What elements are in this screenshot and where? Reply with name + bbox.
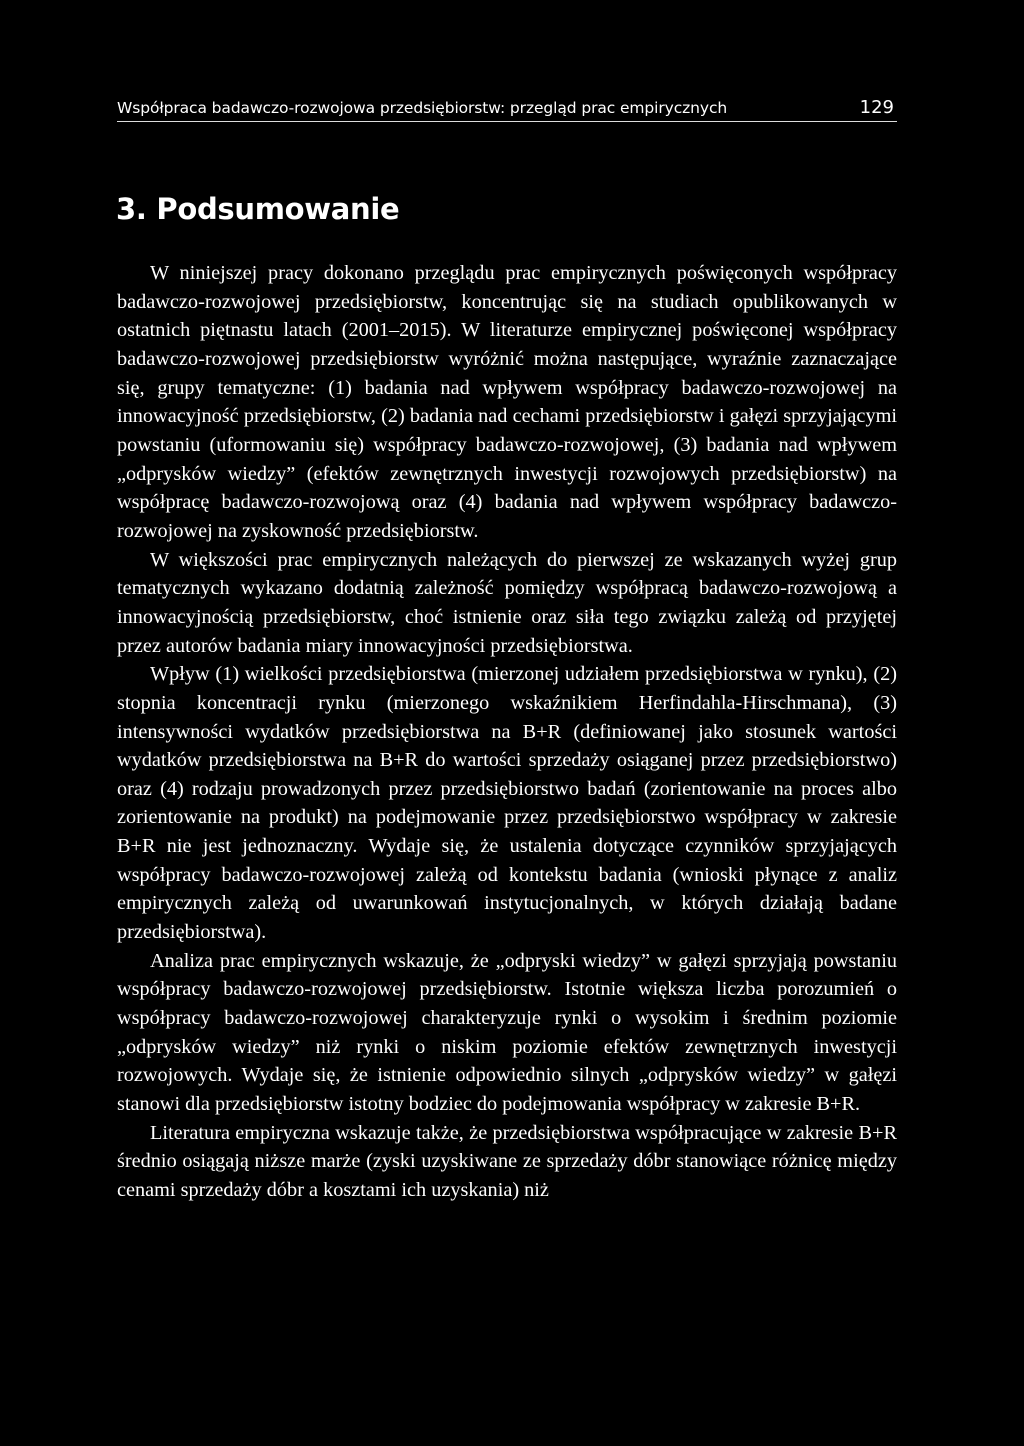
running-header (117, 98, 897, 122)
running-title: Współpraca badawczo-rozwojowa przedsiębiorstw: przegląd prac empirycznych (117, 99, 728, 117)
body-text (117, 259, 897, 1205)
paragraph: Analiza prac empirycznych wskazuje, że „odpryski wiedzy” w gałęzi sprzyjają powstaniu współpracy badawczo-rozwojowej przedsiębiorstw. Istotnie większa liczba porozumień o współpracy badawczo-rozwojowej charakteryzuje rynki o wysokim i średnim poziomie „odprysków wiedzy” niż rynki o niskim poziomie efektów zewnętrznych inwestycji rozwojowych. Wydaje się, że istnienie odpowiednio silnych „odprysków wiedzy” w gałęzi stanowi dla przedsiębiorstw istotny bodziec do podejmowania współpracy w zakresie B+R. (117, 949, 897, 1116)
paragraph: Wpływ (1) wielkości przedsiębiorstwa (mierzonej udziałem przedsiębiorstwa w rynku), (2) stopnia koncentracji rynku (mierzonego wskaźnikiem Herfindahla-Hirschmana), (3) intensywności wydatków przedsiębiorstwa na B+R (definiowanej jako stosunek wartości wydatków przedsiębiorstwa na B+R do wartości sprzedaży osiąganej przez przedsiębiorstwo) oraz (4) rodzaju prowadzonych przez przedsiębiorstwo badań (zorientowanie na proces albo zorientowanie na produkt) na podejmowanie przez przedsiębiorstwo współpracy w zakresie B+R nie jest jednoznaczny. Wydaje się, że ustalenia dotyczące czynników sprzyjających współpracy badawczo-rozwojowej zależą od kontekstu badania (wnioski płynące z analiz empirycznych zależą od uwarunkowań instytucjonalnych, w których działają badane przedsiębiorstwa). (117, 663, 897, 944)
paragraph: Literatura empiryczna wskazuje także, że przedsiębiorstwa współpracujące w zakresie B+R średnio osiągają niższe marże (zyski uzyskiwane ze sprzedaży dóbr stanowiące różnicę między cenami sprzedaży dóbr a kosztami ich uzyskania) niż (117, 1121, 897, 1201)
page-number: 129 (859, 97, 894, 118)
paragraph: W większości prac empirycznych należących do pierwszej ze wskazanych wyżej grup tematycznych wykazano dodatnią zależność pomiędzy współpracą badawczo-rozwojową a innowacyjnością przedsiębiorstw, choć istnienie oraz siła tego związku zależą od przyjętej przez autorów badania miary innowacyjności przedsiębiorstwa. (117, 548, 897, 657)
section-heading: 3. Podsumowanie (116, 192, 400, 226)
paragraph: W niniejszej pracy dokonano przeglądu prac empirycznych poświęconych współpracy badawczo-rozwojowej przedsiębiorstw, koncentrując się na studiach opublikowanych w ostatnich piętnastu latach (2001–2015). W literaturze empirycznej poświęconej współpracy badawczo-rozwojowej przedsiębiorstw wyróżnić można następujące, wyraźnie zaznaczające się, grupy tematyczne: (1) badania nad wpływem współpracy badawczo-rozwojowej na innowacyjność przedsiębiorstw, (2) badania nad cechami przedsiębiorstw i gałęzi sprzyjającymi powstaniu (uformowaniu się) współpracy badawczo-rozwojowej, (3) badania nad wpływem „odprysków wiedzy” (efektów zewnętrznych inwestycji rozwojowych przedsiębiorstw) na współpracę badawczo-rozwojową oraz (4) badania nad wpływem współpracy badawczo-rozwojowej na zyskowność przedsiębiorstw. (117, 262, 897, 542)
